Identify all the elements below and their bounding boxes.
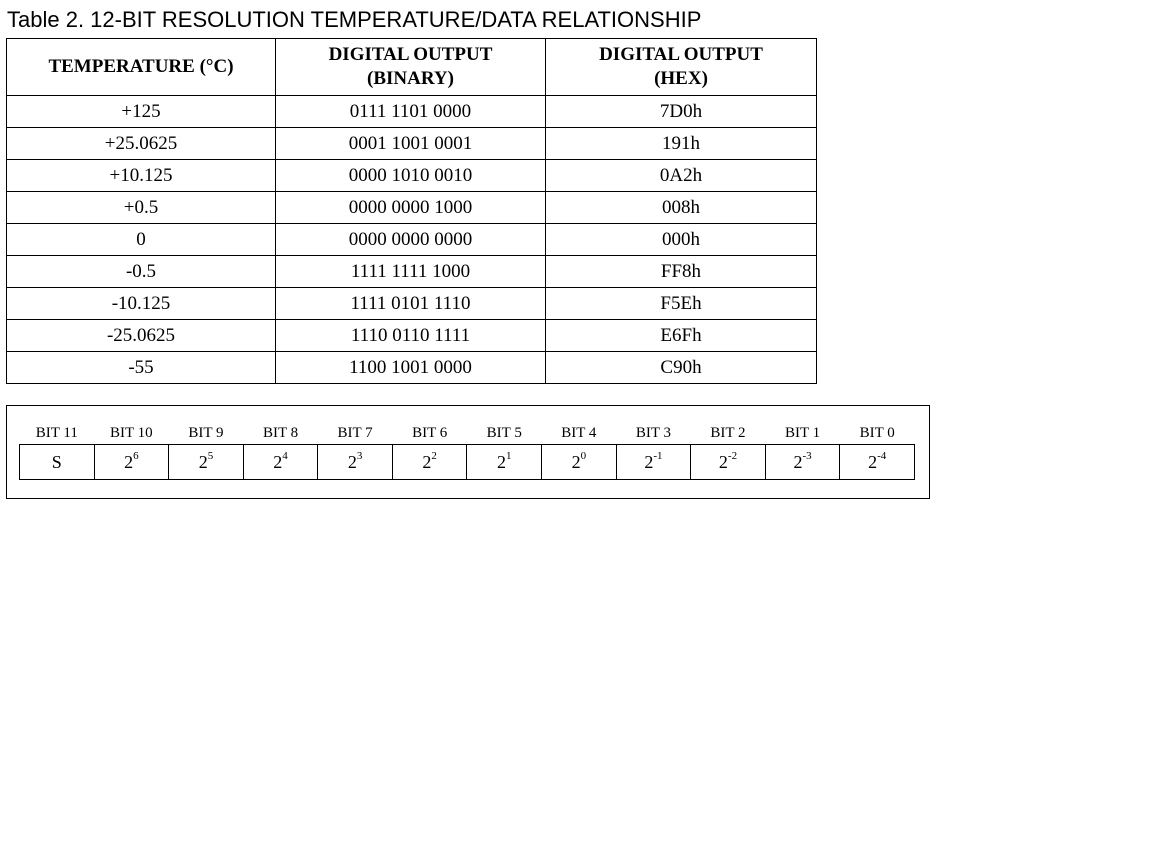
bit-weight-base: 2 (347, 452, 357, 472)
binary-cell: 1111 0101 1110 (276, 288, 546, 320)
bit-weight-base: 2 (422, 452, 432, 472)
bit-weight-cell (243, 445, 318, 480)
bit-label: BIT 0 (859, 425, 895, 441)
bit-weight-exponent: -3 (802, 450, 812, 462)
bit-weight-exponent: 2 (431, 450, 437, 462)
temperature-cell: -55 (7, 352, 276, 384)
temperature-cell: +10.125 (7, 160, 276, 192)
bit-weight-cell (840, 445, 915, 480)
bit-weight-cell (765, 445, 840, 480)
bit-weight-exponent: 1 (506, 450, 512, 462)
bit-weight-cell (616, 445, 691, 480)
table-row (7, 224, 817, 256)
bit-label: BIT 8 (262, 425, 299, 441)
hex-cell: FF8h (546, 256, 817, 288)
temperature-cell: +125 (7, 96, 276, 128)
bit-weight-base: 2 (644, 452, 654, 472)
table-row (7, 192, 817, 224)
hex-cell: 191h (546, 128, 817, 160)
temperature-cell: -25.0625 (7, 320, 276, 352)
binary-cell: 0000 1010 0010 (276, 160, 546, 192)
bit-weight-cell (542, 445, 617, 480)
bit-value-row (20, 445, 915, 480)
hex-cell: 008h (546, 192, 817, 224)
table-row (7, 256, 817, 288)
bit-weight-base: S (51, 452, 62, 472)
binary-cell: 0000 0000 0000 (276, 224, 546, 256)
bit-weight-base: 2 (571, 452, 581, 472)
bit-weight-exponent: 6 (133, 450, 139, 462)
binary-cell: 1110 0110 1111 (276, 320, 546, 352)
binary-cell: 0001 1001 0001 (276, 128, 546, 160)
bit-weight-table (19, 422, 915, 480)
table-row (7, 288, 817, 320)
bit-weight-cell (20, 445, 95, 480)
bit-label: BIT 2 (710, 425, 746, 441)
binary-cell: 0000 0000 1000 (276, 192, 546, 224)
bit-label: BIT 4 (561, 425, 597, 441)
hex-cell: 7D0h (546, 96, 817, 128)
bit-label: BIT 1 (784, 425, 821, 441)
bit-weight-cell (392, 445, 467, 480)
table-row (7, 320, 817, 352)
temperature-cell: +0.5 (7, 192, 276, 224)
temperature-cell: 0 (7, 224, 276, 256)
header-hex (546, 39, 817, 96)
header-binary-line2: (BINARY) (367, 68, 454, 89)
bit-weight-panel (6, 405, 930, 499)
hex-cell: E6Fh (546, 320, 817, 352)
bit-weight-cell (318, 445, 393, 480)
temperature-cell: +25.0625 (7, 128, 276, 160)
table-row (7, 352, 817, 384)
bit-weight-cell (467, 445, 542, 480)
binary-cell: 0111 1101 0000 (276, 96, 546, 128)
table-row (7, 128, 817, 160)
header-temperature-label: TEMPERATURE (°C) (48, 56, 234, 77)
bit-weight-exponent: -1 (653, 450, 663, 462)
table-row (7, 160, 817, 192)
bit-label-row (20, 422, 915, 445)
temperature-data-table (6, 38, 817, 384)
bit-weight-base: 2 (273, 452, 283, 472)
hex-cell: C90h (546, 352, 817, 384)
bit-label: BIT 5 (486, 425, 522, 441)
table-header-row (7, 39, 817, 96)
header-hex-line1: DIGITAL OUTPUT (599, 44, 763, 65)
bit-label: BIT 7 (337, 425, 373, 441)
bit-weight-exponent: 5 (207, 450, 214, 462)
bit-label: BIT 10 (110, 425, 153, 441)
bit-weight-cell (691, 445, 766, 480)
header-hex-line2: (HEX) (654, 68, 708, 89)
temperature-cell: -10.125 (7, 288, 276, 320)
bit-weight-base: 2 (497, 452, 506, 472)
bit-label: BIT 3 (635, 425, 671, 441)
bit-weight-cell (94, 445, 169, 480)
bit-weight-exponent: 0 (580, 450, 587, 462)
hex-cell: 000h (546, 224, 817, 256)
bit-weight-exponent: 4 (282, 450, 288, 462)
bit-weight-exponent: 3 (356, 450, 363, 462)
binary-cell: 1111 1111 1000 (276, 256, 546, 288)
header-binary-line1: DIGITAL OUTPUT (328, 44, 493, 65)
bit-weight-exponent: -2 (727, 450, 738, 462)
bit-weight-base: 2 (793, 452, 803, 472)
temperature-cell: -0.5 (7, 256, 276, 288)
bit-weight-base: 2 (868, 452, 878, 472)
bit-weight-base: 2 (124, 452, 134, 472)
table-row (7, 96, 817, 128)
header-binary (276, 39, 546, 96)
binary-cell: 1100 1001 0000 (276, 352, 546, 384)
bit-weight-cell (169, 445, 244, 480)
table-title: Table 2. 12-BIT RESOLUTION TEMPERATURE/DATA RELATIONSHIP (7, 7, 702, 32)
bit-label: BIT 11 (35, 425, 78, 441)
hex-cell: F5Eh (546, 288, 817, 320)
bit-label: BIT 9 (188, 425, 224, 441)
bit-weight-exponent: -4 (877, 450, 887, 462)
bit-weight-base: 2 (198, 452, 208, 472)
header-temperature (7, 39, 276, 96)
hex-cell: 0A2h (546, 160, 817, 192)
bit-weight-base: 2 (718, 452, 728, 472)
bit-label: BIT 6 (412, 425, 448, 441)
